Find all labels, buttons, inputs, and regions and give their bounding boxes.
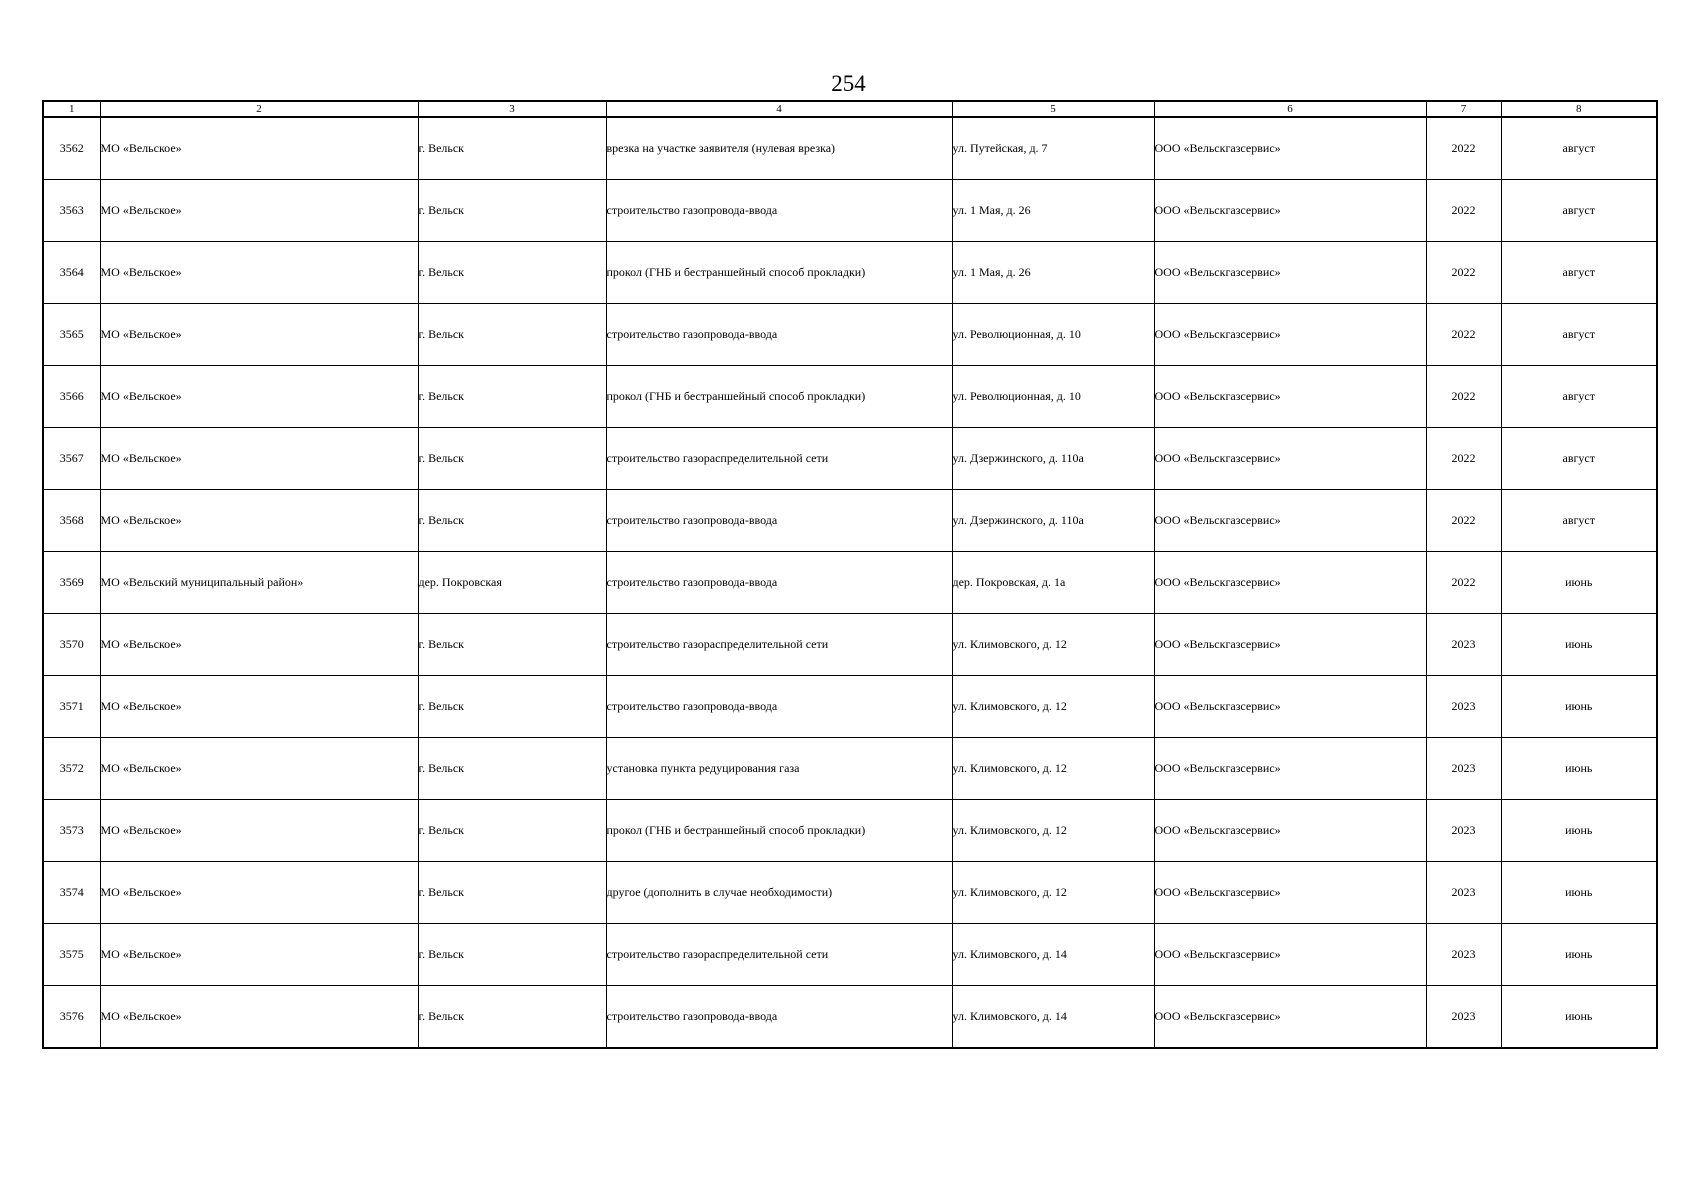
table-row	[43, 117, 1657, 180]
work-type-cell: строительство газопровода-ввода	[606, 986, 952, 1049]
work-type-cell: установка пункта редуцирования газа	[606, 738, 952, 800]
locality-cell: г. Вельск	[418, 676, 606, 738]
organization-cell: ООО «Вельскгазсервис»	[1154, 117, 1426, 180]
month-cell: июнь	[1501, 738, 1657, 800]
organization-cell: ООО «Вельскгазсервис»	[1154, 862, 1426, 924]
year-cell: 2022	[1426, 242, 1501, 304]
organization-cell: ООО «Вельскгазсервис»	[1154, 180, 1426, 242]
municipality-cell: МО «Вельское»	[100, 366, 418, 428]
month-cell: июнь	[1501, 614, 1657, 676]
month-cell: август	[1501, 242, 1657, 304]
work-type-cell: строительство газораспределительной сети	[606, 924, 952, 986]
row-number-cell: 3562	[43, 117, 100, 180]
organization-cell: ООО «Вельскгазсервис»	[1154, 614, 1426, 676]
municipality-cell: МО «Вельское»	[100, 490, 418, 552]
row-number-cell: 3566	[43, 366, 100, 428]
year-cell: 2023	[1426, 738, 1501, 800]
month-cell: август	[1501, 304, 1657, 366]
column-number: 5	[952, 101, 1154, 117]
table-row	[43, 676, 1657, 738]
locality-cell: г. Вельск	[418, 986, 606, 1049]
table-row	[43, 304, 1657, 366]
organization-cell: ООО «Вельскгазсервис»	[1154, 800, 1426, 862]
municipality-cell: МО «Вельское»	[100, 242, 418, 304]
row-number-cell: 3576	[43, 986, 100, 1049]
table-row	[43, 242, 1657, 304]
year-cell: 2023	[1426, 800, 1501, 862]
table-row	[43, 180, 1657, 242]
table-row	[43, 428, 1657, 490]
organization-cell: ООО «Вельскгазсервис»	[1154, 676, 1426, 738]
table-row	[43, 366, 1657, 428]
page-number: 254	[831, 71, 866, 96]
address-cell: ул. Климовского, д. 12	[952, 800, 1154, 862]
locality-cell: г. Вельск	[418, 490, 606, 552]
column-number: 8	[1501, 101, 1657, 117]
locality-cell: г. Вельск	[418, 800, 606, 862]
municipality-cell: МО «Вельское»	[100, 117, 418, 180]
row-number-cell: 3567	[43, 428, 100, 490]
work-type-cell: другое (дополнить в случае необходимости)	[606, 862, 952, 924]
table-row	[43, 490, 1657, 552]
address-cell: ул. Климовского, д. 12	[952, 862, 1154, 924]
organization-cell: ООО «Вельскгазсервис»	[1154, 552, 1426, 614]
year-cell: 2022	[1426, 428, 1501, 490]
year-cell: 2023	[1426, 862, 1501, 924]
month-cell: август	[1501, 428, 1657, 490]
address-cell: ул. Климовского, д. 12	[952, 738, 1154, 800]
locality-cell: г. Вельск	[418, 428, 606, 490]
table-row	[43, 738, 1657, 800]
column-number: 1	[43, 101, 100, 117]
work-type-cell: строительство газопровода-ввода	[606, 180, 952, 242]
address-cell: ул. Климовского, д. 14	[952, 986, 1154, 1049]
organization-cell: ООО «Вельскгазсервис»	[1154, 366, 1426, 428]
organization-cell: ООО «Вельскгазсервис»	[1154, 428, 1426, 490]
table-row	[43, 862, 1657, 924]
year-cell: 2022	[1426, 180, 1501, 242]
month-cell: июнь	[1501, 676, 1657, 738]
municipality-cell: МО «Вельское»	[100, 180, 418, 242]
data-table	[42, 100, 1658, 1049]
locality-cell: г. Вельск	[418, 614, 606, 676]
column-number-header	[43, 101, 1657, 117]
column-number: 2	[100, 101, 418, 117]
address-cell: ул. Революционная, д. 10	[952, 366, 1154, 428]
address-cell: ул. Климовского, д. 12	[952, 614, 1154, 676]
address-cell: ул. Путейская, д. 7	[952, 117, 1154, 180]
row-number-cell: 3571	[43, 676, 100, 738]
organization-cell: ООО «Вельскгазсервис»	[1154, 924, 1426, 986]
row-number-cell: 3563	[43, 180, 100, 242]
month-cell: июнь	[1501, 862, 1657, 924]
month-cell: август	[1501, 366, 1657, 428]
municipality-cell: МО «Вельское»	[100, 428, 418, 490]
row-number-cell: 3570	[43, 614, 100, 676]
table-row	[43, 986, 1657, 1049]
row-number-cell: 3569	[43, 552, 100, 614]
municipality-cell: МО «Вельское»	[100, 676, 418, 738]
work-type-cell: прокол (ГНБ и бестраншейный способ прокладки)	[606, 242, 952, 304]
address-cell: дер. Покровская, д. 1а	[952, 552, 1154, 614]
work-type-cell: строительство газопровода-ввода	[606, 552, 952, 614]
year-cell: 2023	[1426, 676, 1501, 738]
month-cell: август	[1501, 117, 1657, 180]
table-row	[43, 924, 1657, 986]
month-cell: август	[1501, 490, 1657, 552]
month-cell: июнь	[1501, 986, 1657, 1049]
table-row	[43, 552, 1657, 614]
column-number: 4	[606, 101, 952, 117]
column-number: 3	[418, 101, 606, 117]
work-type-cell: строительство газораспределительной сети	[606, 614, 952, 676]
year-cell: 2022	[1426, 304, 1501, 366]
row-number-cell: 3575	[43, 924, 100, 986]
work-type-cell: прокол (ГНБ и бестраншейный способ прокладки)	[606, 366, 952, 428]
year-cell: 2022	[1426, 490, 1501, 552]
locality-cell: г. Вельск	[418, 304, 606, 366]
locality-cell: дер. Покровская	[418, 552, 606, 614]
locality-cell: г. Вельск	[418, 862, 606, 924]
address-cell: ул. Дзержинского, д. 110а	[952, 490, 1154, 552]
row-number-cell: 3568	[43, 490, 100, 552]
row-number-cell: 3572	[43, 738, 100, 800]
work-type-cell: врезка на участке заявителя (нулевая врезка)	[606, 117, 952, 180]
organization-cell: ООО «Вельскгазсервис»	[1154, 738, 1426, 800]
locality-cell: г. Вельск	[418, 117, 606, 180]
address-cell: ул. Дзержинского, д. 110а	[952, 428, 1154, 490]
work-type-cell: прокол (ГНБ и бестраншейный способ прокладки)	[606, 800, 952, 862]
address-cell: ул. Климовского, д. 12	[952, 676, 1154, 738]
column-number: 7	[1426, 101, 1501, 117]
work-type-cell: строительство газопровода-ввода	[606, 304, 952, 366]
organization-cell: ООО «Вельскгазсервис»	[1154, 242, 1426, 304]
table-body	[43, 117, 1657, 1048]
municipality-cell: МО «Вельское»	[100, 986, 418, 1049]
year-cell: 2023	[1426, 614, 1501, 676]
locality-cell: г. Вельск	[418, 180, 606, 242]
month-cell: июнь	[1501, 552, 1657, 614]
year-cell: 2023	[1426, 924, 1501, 986]
address-cell: ул. 1 Мая, д. 26	[952, 242, 1154, 304]
address-cell: ул. 1 Мая, д. 26	[952, 180, 1154, 242]
year-cell: 2022	[1426, 552, 1501, 614]
municipality-cell: МО «Вельское»	[100, 862, 418, 924]
organization-cell: ООО «Вельскгазсервис»	[1154, 490, 1426, 552]
row-number-cell: 3564	[43, 242, 100, 304]
locality-cell: г. Вельск	[418, 924, 606, 986]
row-number-cell: 3565	[43, 304, 100, 366]
work-type-cell: строительство газораспределительной сети	[606, 428, 952, 490]
organization-cell: ООО «Вельскгазсервис»	[1154, 986, 1426, 1049]
municipality-cell: МО «Вельский муниципальный район»	[100, 552, 418, 614]
row-number-cell: 3573	[43, 800, 100, 862]
municipality-cell: МО «Вельское»	[100, 924, 418, 986]
locality-cell: г. Вельск	[418, 738, 606, 800]
municipality-cell: МО «Вельское»	[100, 738, 418, 800]
municipality-cell: МО «Вельское»	[100, 614, 418, 676]
table-row	[43, 614, 1657, 676]
table-row	[43, 800, 1657, 862]
row-number-cell: 3574	[43, 862, 100, 924]
organization-cell: ООО «Вельскгазсервис»	[1154, 304, 1426, 366]
month-cell: июнь	[1501, 924, 1657, 986]
month-cell: июнь	[1501, 800, 1657, 862]
address-cell: ул. Революционная, д. 10	[952, 304, 1154, 366]
locality-cell: г. Вельск	[418, 242, 606, 304]
year-cell: 2022	[1426, 117, 1501, 180]
municipality-cell: МО «Вельское»	[100, 304, 418, 366]
municipality-cell: МО «Вельское»	[100, 800, 418, 862]
column-number: 6	[1154, 101, 1426, 117]
address-cell: ул. Климовского, д. 14	[952, 924, 1154, 986]
work-type-cell: строительство газопровода-ввода	[606, 676, 952, 738]
year-cell: 2022	[1426, 366, 1501, 428]
year-cell: 2023	[1426, 986, 1501, 1049]
locality-cell: г. Вельск	[418, 366, 606, 428]
month-cell: август	[1501, 180, 1657, 242]
work-type-cell: строительство газопровода-ввода	[606, 490, 952, 552]
